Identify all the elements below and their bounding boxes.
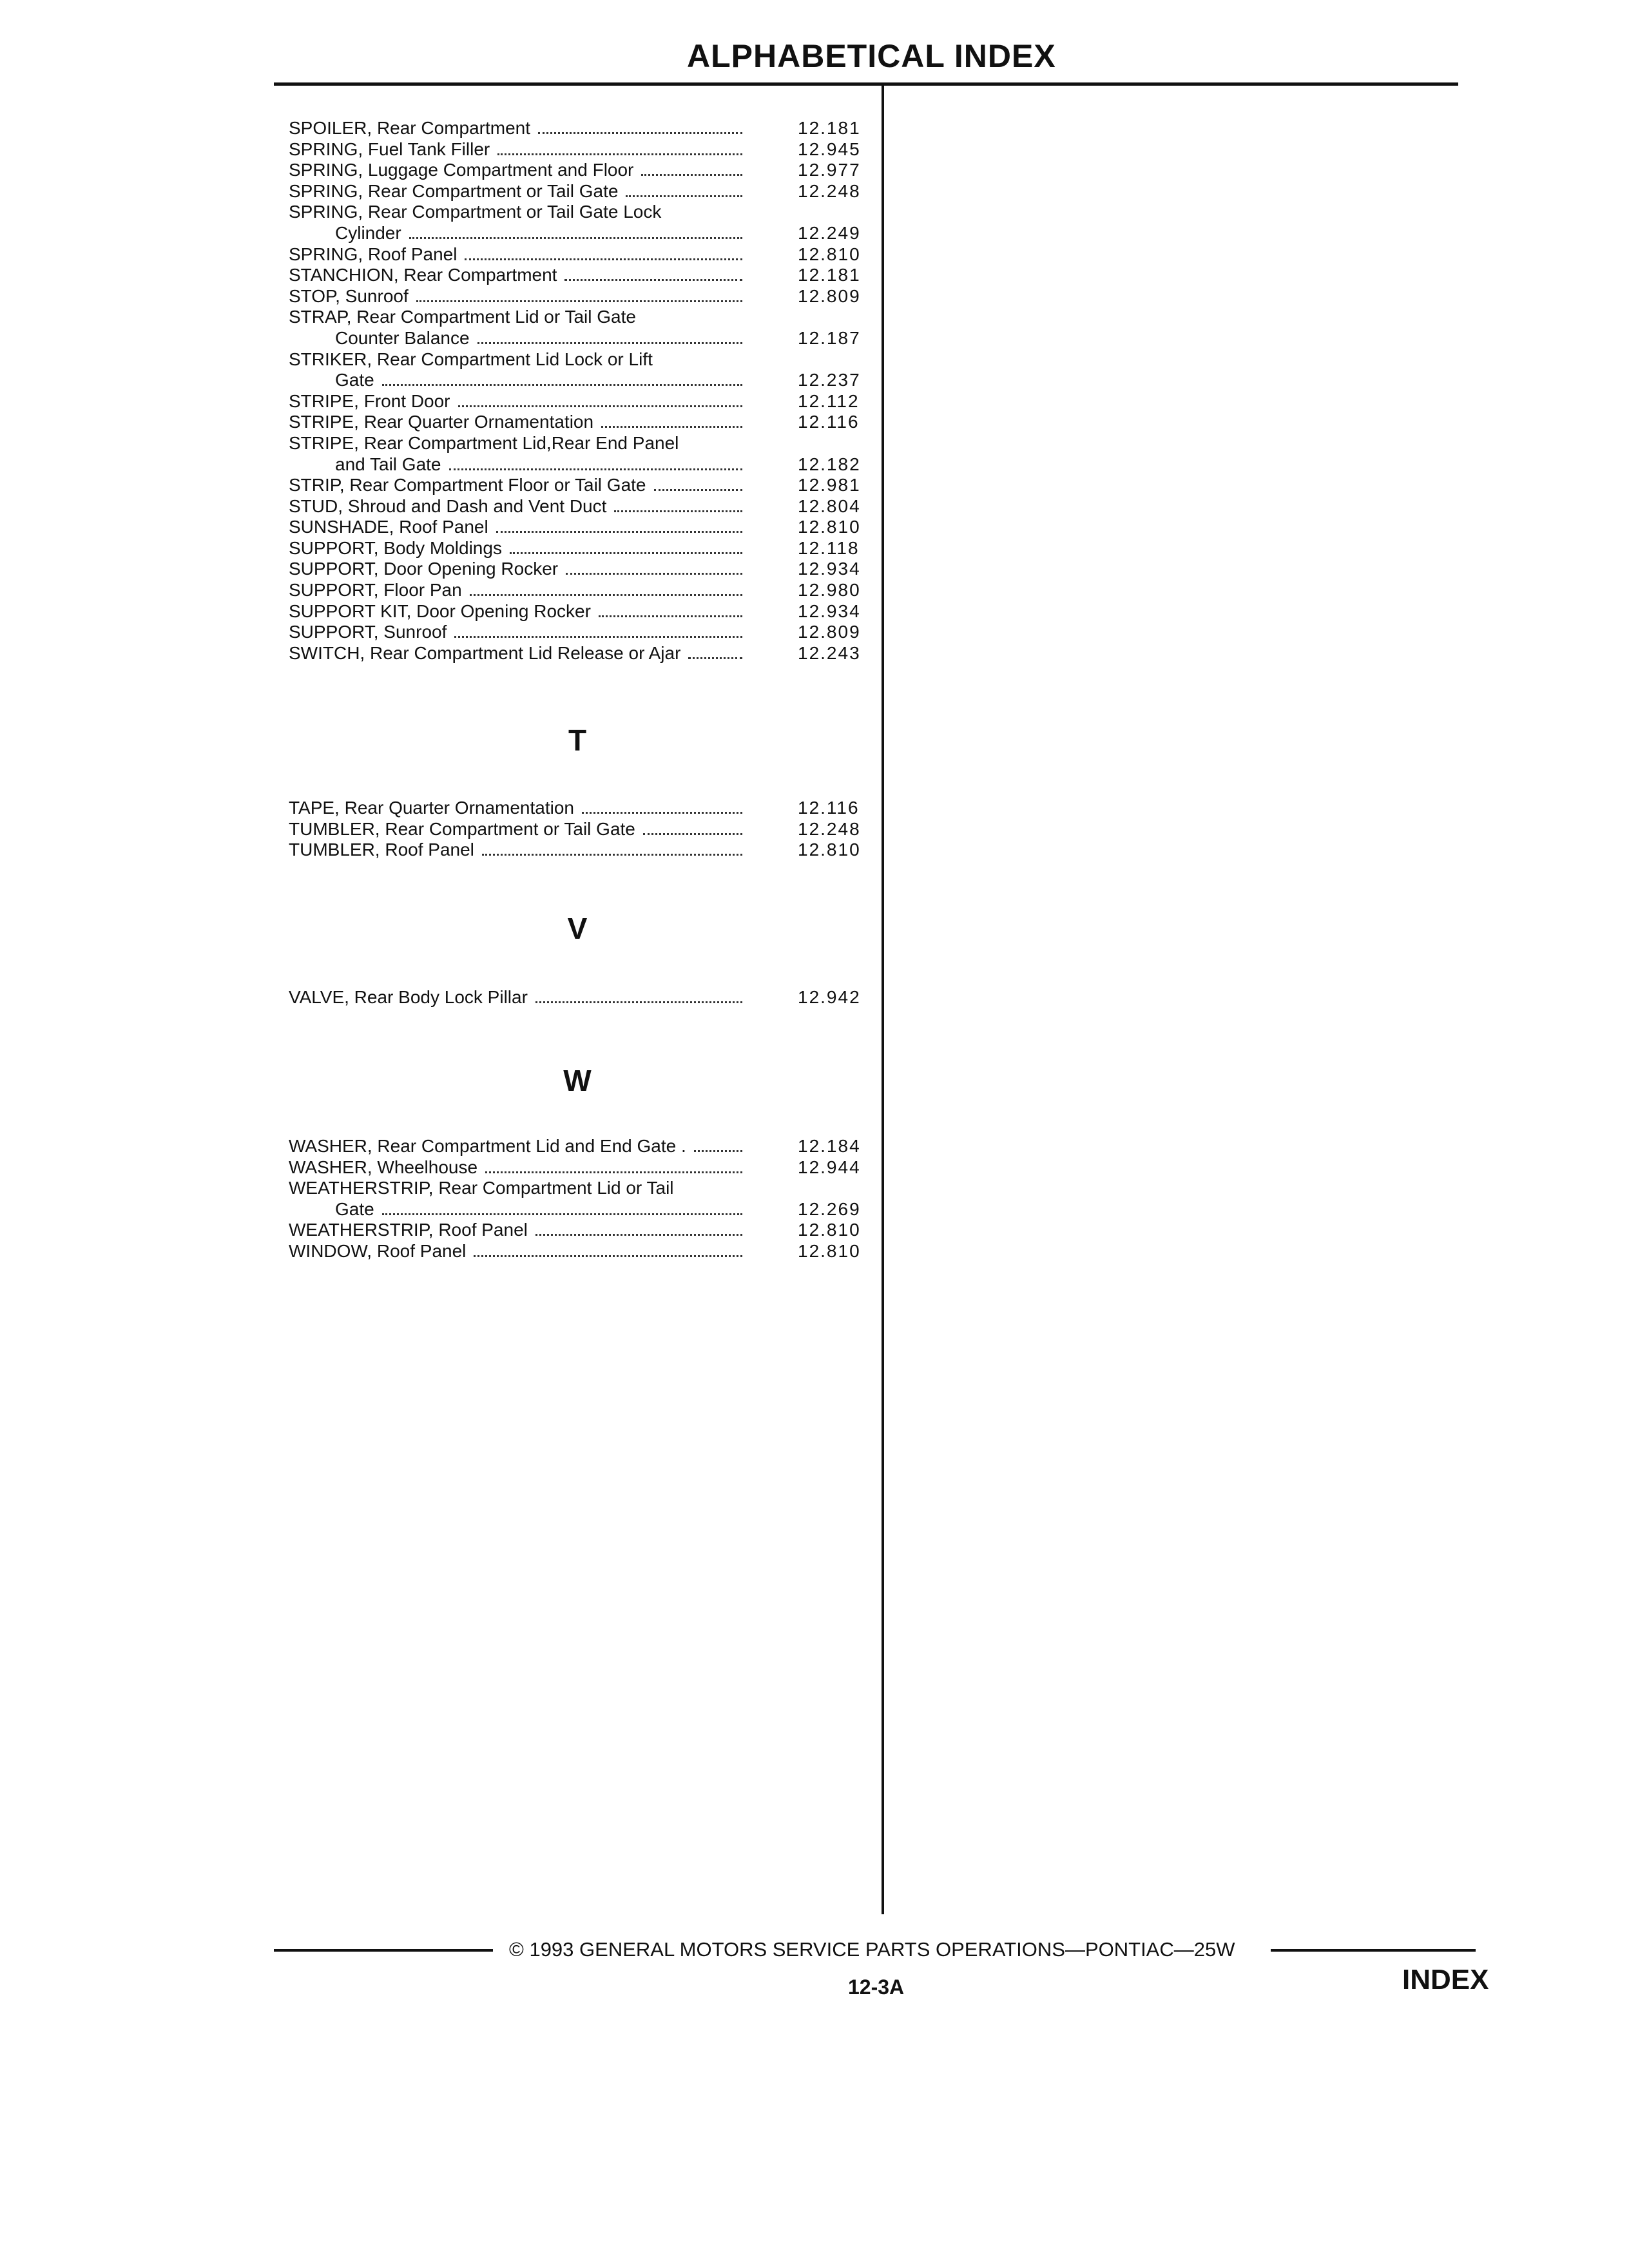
dot-leader bbox=[449, 454, 742, 470]
index-entry bbox=[289, 840, 869, 861]
index-entry bbox=[289, 307, 869, 328]
entry-page-ref: 12.942 bbox=[798, 987, 861, 1007]
entry-label: WASHER, Rear Compartment Lid and End Gate . bbox=[289, 1136, 686, 1156]
entry-page-ref: 12.249 bbox=[798, 222, 861, 243]
index-entry bbox=[289, 580, 869, 601]
entry-label: SUPPORT, Sunroof bbox=[289, 622, 447, 642]
index-entry bbox=[289, 244, 869, 265]
entry-page-ref: 12.981 bbox=[798, 475, 861, 495]
entry-page-ref: 12.810 bbox=[798, 1220, 861, 1240]
index-entry bbox=[289, 475, 869, 496]
entry-page-ref: 12.934 bbox=[798, 559, 861, 579]
entry-label: SPRING, Fuel Tank Filler bbox=[289, 139, 490, 159]
entry-continuation: Gate bbox=[335, 370, 374, 390]
index-entry bbox=[289, 559, 869, 580]
entry-label: STRIPE, Front Door bbox=[289, 390, 450, 411]
index-entry bbox=[289, 349, 869, 370]
index-entry bbox=[289, 517, 869, 538]
index-entry-continuation bbox=[289, 328, 869, 349]
index-entry bbox=[289, 181, 869, 202]
dot-leader bbox=[474, 1241, 742, 1257]
dot-leader bbox=[485, 1157, 742, 1173]
entry-label: WEATHERSTRIP, Roof Panel bbox=[289, 1220, 528, 1240]
entry-continuation: and Tail Gate bbox=[335, 454, 441, 474]
entry-label: WINDOW, Roof Panel bbox=[289, 1240, 467, 1261]
header-rule bbox=[274, 82, 1458, 86]
dot-leader bbox=[458, 391, 742, 407]
entry-label: SPRING, Rear Compartment or Tail Gate bbox=[289, 180, 619, 201]
index-entry bbox=[289, 643, 869, 664]
entry-label: TAPE, Rear Quarter Ornamentation bbox=[289, 798, 574, 818]
entry-page-ref: 12.187 bbox=[798, 327, 861, 348]
entry-continuation: Cylinder bbox=[335, 222, 401, 243]
index-entry bbox=[289, 798, 869, 819]
column-divider bbox=[882, 84, 884, 1914]
entry-label: WEATHERSTRIP, Rear Compartment Lid or Tail bbox=[289, 1178, 674, 1198]
index-section-w bbox=[289, 1136, 869, 1262]
footer-rule-left bbox=[274, 1949, 493, 1952]
page-title: ALPHABETICAL INDEX bbox=[687, 38, 1056, 74]
dot-leader bbox=[599, 601, 742, 617]
index-entry bbox=[289, 391, 869, 412]
dot-leader bbox=[582, 798, 742, 814]
entry-label: SPRING, Luggage Compartment and Floor bbox=[289, 160, 634, 180]
dot-leader bbox=[614, 496, 742, 512]
dot-leader bbox=[694, 1136, 742, 1152]
entry-label: SUPPORT, Floor Pan bbox=[289, 580, 462, 601]
entry-page-ref: 12.237 bbox=[798, 370, 861, 390]
index-entry bbox=[289, 601, 869, 622]
entry-label: SUPPORT KIT, Door Opening Rocker bbox=[289, 601, 591, 621]
entry-label: STRAP, Rear Compartment Lid or Tail Gate bbox=[289, 307, 636, 327]
dot-leader bbox=[416, 286, 742, 302]
index-entry-continuation bbox=[289, 1199, 869, 1220]
entry-label: SUPPORT, Body Moldings bbox=[289, 537, 502, 558]
entry-label: TUMBLER, Rear Compartment or Tail Gate bbox=[289, 818, 635, 839]
entry-page-ref: 12.809 bbox=[798, 285, 861, 306]
entry-page-ref: 12.184 bbox=[798, 1136, 861, 1156]
index-entry-continuation bbox=[289, 454, 869, 476]
entry-page-ref: 12.243 bbox=[798, 642, 861, 663]
dot-leader bbox=[454, 622, 742, 638]
entry-page-ref: 12.118 bbox=[798, 537, 860, 558]
index-entry bbox=[289, 538, 869, 559]
index-section-v bbox=[289, 987, 869, 1008]
dot-leader bbox=[626, 181, 742, 197]
dot-leader bbox=[643, 819, 742, 835]
section-letter-v: V bbox=[567, 912, 588, 945]
index-section-s bbox=[289, 118, 869, 664]
index-entry-continuation bbox=[289, 370, 869, 391]
entry-page-ref: 12.116 bbox=[798, 798, 860, 818]
index-entry-continuation bbox=[289, 223, 869, 244]
dot-leader bbox=[470, 580, 742, 596]
entry-label: SPRING, Roof Panel bbox=[289, 244, 458, 264]
index-entry bbox=[289, 1136, 869, 1157]
entry-page-ref: 12.181 bbox=[798, 265, 861, 285]
entry-page-ref: 12.810 bbox=[798, 1240, 861, 1261]
dot-leader bbox=[496, 517, 742, 533]
dot-leader bbox=[535, 1220, 742, 1236]
index-entry bbox=[289, 139, 869, 160]
entry-page-ref: 12.945 bbox=[798, 139, 861, 159]
entry-label: STRIPE, Rear Quarter Ornamentation bbox=[289, 412, 594, 432]
index-section-t bbox=[289, 798, 869, 861]
footer-rule-right bbox=[1271, 1949, 1476, 1952]
entry-label: STRIP, Rear Compartment Floor or Tail Gate bbox=[289, 475, 646, 495]
entry-page-ref: 12.810 bbox=[798, 517, 861, 537]
index-entry bbox=[289, 118, 869, 139]
dot-leader bbox=[641, 160, 742, 176]
entry-continuation: Counter Balance bbox=[335, 327, 470, 348]
index-entry bbox=[289, 160, 869, 181]
index-entry bbox=[289, 496, 869, 517]
dot-leader bbox=[535, 987, 742, 1003]
entry-label: STANCHION, Rear Compartment bbox=[289, 265, 557, 285]
entry-label: STUD, Shroud and Dash and Vent Duct bbox=[289, 495, 607, 516]
index-entry bbox=[289, 819, 869, 840]
entry-page-ref: 12.248 bbox=[798, 180, 861, 201]
entry-label: TUMBLER, Roof Panel bbox=[289, 840, 474, 860]
dot-leader bbox=[601, 412, 742, 428]
entry-page-ref: 12.809 bbox=[798, 622, 861, 642]
dot-leader bbox=[564, 265, 742, 281]
dot-leader bbox=[566, 559, 742, 575]
index-entry bbox=[289, 265, 869, 286]
entry-label: SPOILER, Rear Compartment bbox=[289, 118, 531, 138]
index-entry bbox=[289, 433, 869, 454]
index-entry bbox=[289, 1178, 869, 1199]
dot-leader bbox=[688, 643, 742, 659]
entry-label: STOP, Sunroof bbox=[289, 285, 409, 306]
entry-label: SUPPORT, Door Opening Rocker bbox=[289, 559, 559, 579]
entry-page-ref: 12.182 bbox=[798, 454, 861, 474]
index-entry bbox=[289, 1241, 869, 1262]
entry-page-ref: 12.980 bbox=[798, 580, 861, 601]
index-entry bbox=[289, 1220, 869, 1241]
entry-label: WASHER, Wheelhouse bbox=[289, 1157, 478, 1177]
entry-page-ref: 12.181 bbox=[798, 118, 861, 138]
dot-leader bbox=[465, 244, 742, 260]
index-entry bbox=[289, 622, 869, 643]
index-entry bbox=[289, 202, 869, 223]
entry-page-ref: 12.934 bbox=[798, 601, 861, 621]
index-entry bbox=[289, 286, 869, 307]
entry-page-ref: 12.804 bbox=[798, 495, 861, 516]
entry-label: STRIKER, Rear Compartment Lid Lock or Lift bbox=[289, 349, 653, 369]
entry-label: VALVE, Rear Body Lock Pillar bbox=[289, 987, 528, 1007]
section-letter-w: W bbox=[563, 1064, 592, 1097]
entry-page-ref: 12.248 bbox=[798, 818, 861, 839]
dot-leader bbox=[477, 328, 742, 344]
entry-label: SWITCH, Rear Compartment Lid Release or Ajar bbox=[289, 642, 681, 663]
index-entry bbox=[289, 1157, 869, 1178]
entry-page-ref: 12.977 bbox=[798, 160, 861, 180]
dot-leader bbox=[497, 139, 742, 155]
dot-leader bbox=[510, 538, 742, 554]
entry-continuation: Gate bbox=[335, 1198, 374, 1219]
entry-page-ref: 12.112 bbox=[798, 390, 860, 411]
entry-page-ref: 12.944 bbox=[798, 1157, 861, 1177]
dot-leader bbox=[382, 370, 742, 386]
dot-leader bbox=[382, 1199, 742, 1215]
dot-leader bbox=[482, 840, 742, 856]
footer-copyright: © 1993 GENERAL MOTORS SERVICE PARTS OPERATIONS—PONTIAC—25W bbox=[509, 1938, 1235, 1961]
index-entry bbox=[289, 987, 869, 1008]
entry-page-ref: 12.810 bbox=[798, 840, 861, 860]
footer-page-number: 12-3A bbox=[848, 1975, 905, 1999]
entry-page-ref: 12.116 bbox=[798, 412, 860, 432]
entry-label: STRIPE, Rear Compartment Lid,Rear End Panel bbox=[289, 432, 679, 453]
entry-page-ref: 12.269 bbox=[798, 1198, 861, 1219]
section-letter-t: T bbox=[568, 724, 587, 757]
dot-leader bbox=[409, 223, 742, 239]
footer-section-label: INDEX bbox=[1402, 1964, 1489, 1995]
index-entry bbox=[289, 412, 869, 433]
dot-leader bbox=[538, 118, 742, 134]
entry-label: SPRING, Rear Compartment or Tail Gate Lock bbox=[289, 202, 662, 222]
entry-page-ref: 12.810 bbox=[798, 244, 861, 264]
entry-label: SUNSHADE, Roof Panel bbox=[289, 517, 488, 537]
dot-leader bbox=[654, 475, 742, 491]
